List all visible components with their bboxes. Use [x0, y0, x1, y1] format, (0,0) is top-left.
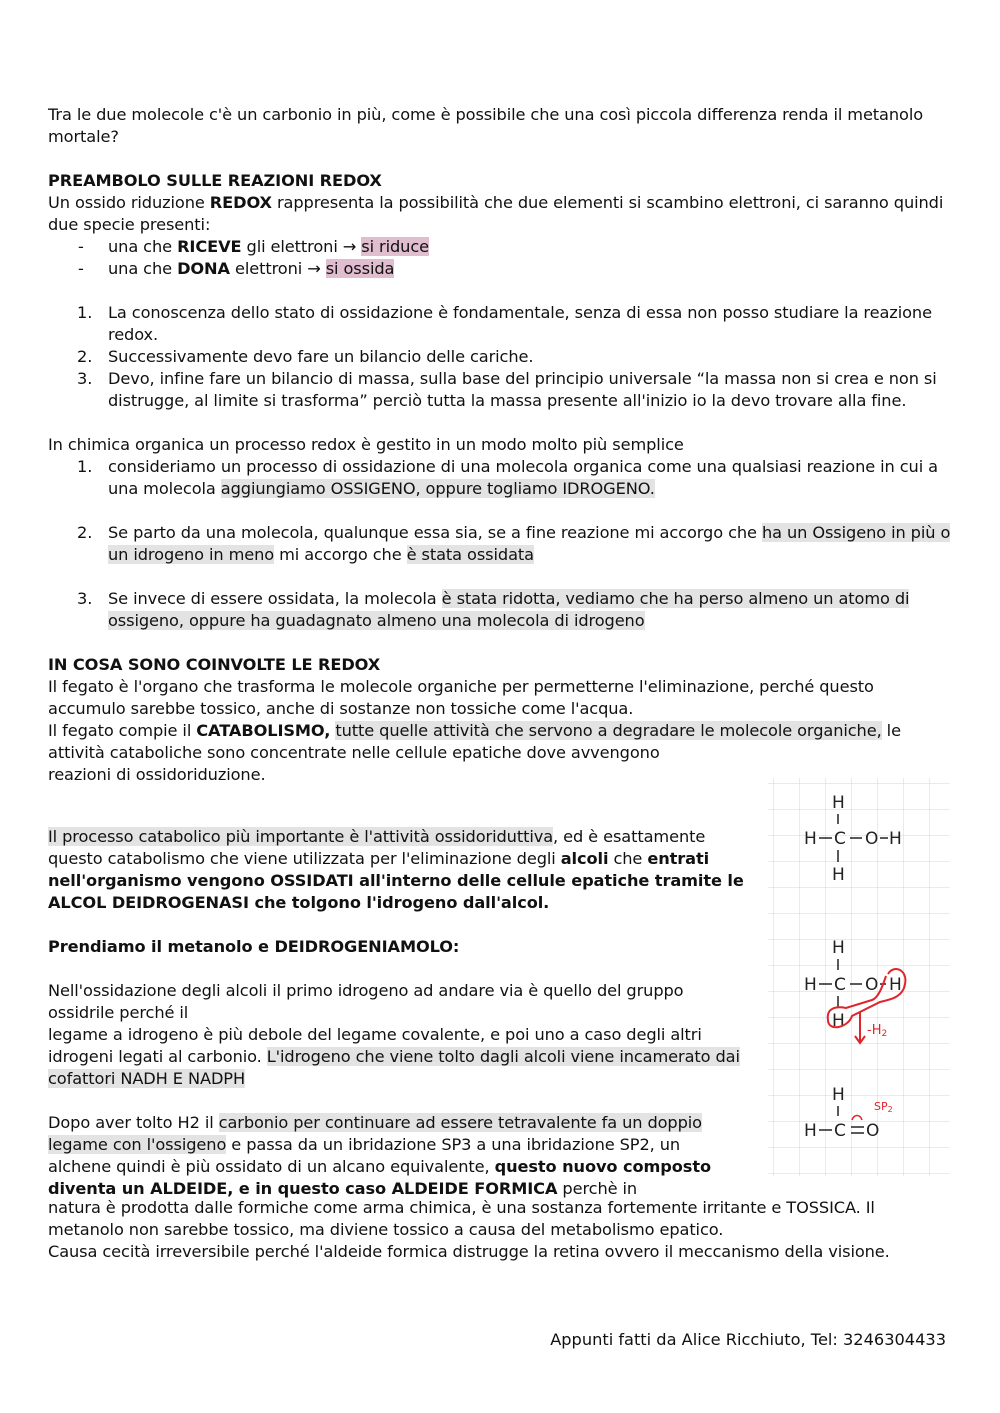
list-item: 2. Successivamente devo fare un bilancio delle cariche. — [77, 347, 534, 366]
atom-label: H — [832, 1011, 845, 1031]
toxicity-paragraph: natura è prodotta dalle formiche come arma chimica, è una sostanza fortemente irritante e TOSSICA. Il metanolo non sarebbe tossico, ma diviene tossico a causa del metabolismo epatico. — [48, 1198, 875, 1239]
atom-label: H — [889, 829, 902, 849]
catabolism-paragraph-end: reazioni di ossidoriduzione. — [48, 765, 266, 784]
footer-credit: Appunti fatti da Alice Ricchiuto, Tel: 3246304433 — [550, 1330, 946, 1349]
list-item: 1. La conoscenza dello stato di ossidazione è fondamentale, senza di essa non posso studiare la reazione redox. — [77, 303, 932, 344]
atom-label: H — [804, 1121, 817, 1141]
oxidation-paragraph-cont: legame a idrogeno è più debole del legame covalente, e poi uno a caso degli altri idrogeni legati al carbonio. L'idrogeno che viene tolto dagli alcoli viene incamerato dai cofattori NADH E NADPH — [48, 1025, 740, 1088]
heading-involved: IN COSA SONO COINVOLTE LE REDOX — [48, 655, 381, 674]
aldehyde-paragraph: Dopo aver tolto H2 il carbonio per continuare ad essere tetravalente fa un doppio legame con l'ossigeno e passa da un ibridazione SP3 a una ibridazione SP2, un alchene quindi è più ossidato di un alcano equivalente, questo nuovo composto diventa un ALDEIDE, e in questo caso ALDEIDE FORMICA perchè in — [48, 1113, 711, 1198]
minus-h2-label: -H2 — [867, 1023, 888, 1039]
atom-label: H — [832, 1085, 845, 1105]
oxidation-paragraph: Nell'ossidazione degli alcoli il primo idrogeno ad andare via è quello del gruppo ossidrile perché il — [48, 981, 684, 1022]
atom-label: H — [832, 938, 845, 958]
main-text — [48, 104, 953, 786]
list-item: 2. Se parto da una molecola, qualunque essa sia, se a fine reazione mi accorgo che ha un Ossigeno in più o un idrogeno in meno mi accorgo che è stata ossidata — [77, 523, 951, 564]
atom-label: O — [865, 975, 879, 995]
catabolism-paragraph: Il fegato compie il CATABOLISMO, tutte quelle attività che servono a degradare le molecole organiche, le attività cataboliche sono concentrate nelle cellule epatiche dove avvengono — [48, 721, 901, 762]
toxicity-text — [48, 1197, 953, 1263]
highlight-si-ossida: si ossida — [325, 259, 395, 278]
atom-label: O — [865, 829, 879, 849]
list-item: 3. Se invece di essere ossidata, la molecola è stata ridotta, vediamo che ha perso almeno un atomo di ossigeno, oppure ha guadagnato almeno una molecola di idrogeno — [77, 589, 910, 630]
list-item: - una che DONA elettroni → si ossida — [78, 259, 395, 278]
list-item: 3. Devo, infine fare un bilancio di massa, sulla base del principio universale “la massa non si crea e non si distrugge, al limite si trasforma” perciò tutta la massa presente all'inizio io la devo trovare alla fine. — [77, 369, 937, 410]
metabolism-text — [48, 826, 748, 1200]
highlight-si-riduce: si riduce — [361, 237, 430, 256]
methanol-oxidation-sketch — [768, 778, 950, 1176]
intro-paragraph: Tra le due molecole c'è un carbonio in più, come è possibile che una così piccola differenza renda il metanolo mortale? — [48, 105, 924, 146]
atom-label: O — [866, 1121, 880, 1141]
atom-label: H — [804, 975, 817, 995]
methanol-heading: Prendiamo il metanolo e DEIDROGENIAMOLO: — [48, 937, 460, 956]
list-item: - una che RICEVE gli elettroni → si riduce — [78, 237, 430, 256]
atom-label: C — [834, 1121, 846, 1141]
metabolism-paragraph: Il processo catabolico più importante è l'attività ossidoriduttiva, ed è esattamente questo catabolismo che viene utilizzata per l'eliminazione degli alcoli che entrati nell'organismo vengono OSSIDATI all'interno delle cellule epatiche tramite le ALCOL DEIDROGENASI che tolgono l'idrogeno dall'alcol. — [48, 827, 744, 912]
atom-label: H — [804, 829, 817, 849]
blindness-paragraph: Causa cecità irreversibile perché l'aldeide formica distrugge la retina ovvero il meccanismo della visione. — [48, 1242, 890, 1261]
redox-paragraph: Un ossido riduzione REDOX rappresenta la possibilità che due elementi si scambino elettroni, ci saranno quindi due specie presenti: — [48, 193, 944, 234]
heading-redox: PREAMBOLO SULLE REAZIONI REDOX — [48, 171, 382, 190]
organic-intro: In chimica organica un processo redox è gestito in un modo molto più semplice — [48, 435, 684, 454]
involved-paragraph: Il fegato è l'organo che trasforma le molecole organiche per permetterne l'eliminazione, perché questo accumulo sarebbe tossico, anche di sostanze non tossiche come l'acqua. — [48, 677, 874, 718]
atom-label: H — [832, 865, 845, 885]
atom-label: H — [832, 793, 845, 813]
atom-label: C — [834, 975, 846, 995]
sp2-label: SP2 — [874, 1100, 893, 1114]
atom-label: C — [834, 829, 846, 849]
list-item: 1. consideriamo un processo di ossidazione di una molecola organica come una qualsiasi reazione in cui a una molecola aggiungiamo OSSIGENO, oppure togliamo IDROGENO. — [77, 457, 938, 498]
atom-label: H — [889, 975, 902, 995]
